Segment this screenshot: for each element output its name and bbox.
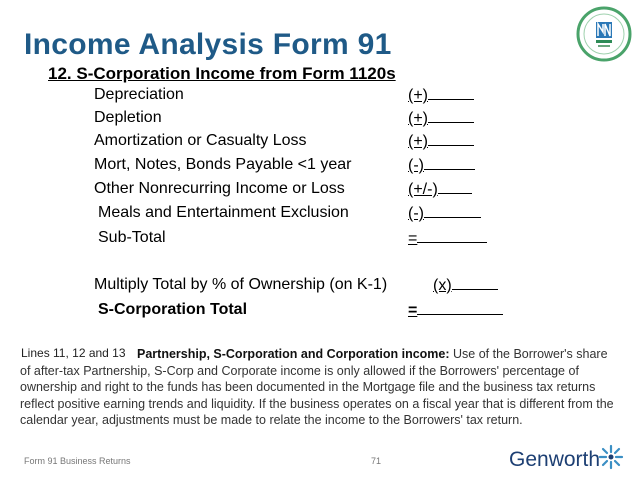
preferred-partner-badge-icon: [576, 6, 632, 62]
line-item-label: Mort, Notes, Bonds Payable <1 year: [94, 156, 352, 173]
total-label: S-Corporation Total: [98, 301, 248, 318]
multiply-operator: (x): [433, 276, 498, 295]
note-label: Lines 11, 12 and 13: [21, 346, 130, 360]
line-item-label: Other Nonrecurring Income or Loss: [94, 180, 345, 197]
footer-text: Form 91 Business Returns: [24, 456, 131, 466]
note-body: Use of the Borrower's share of after-tax Partnership, S-Corp and Corporate income is only allowed if the Borrowers' percentage of ownership and right to the funds has been documented in the Mortgage file and the business tax returns reflect positive earning trends and liquidity. If the business operates on a fiscal year that is different from the calendar year, adjustments must be made to relate the income to the Borrowers' tax return.: [20, 347, 614, 427]
line-item-label: Depreciation: [94, 86, 184, 103]
page-number: 71: [371, 456, 382, 466]
note-heading: Partnership, S-Corporation and Corporation income:: [137, 347, 450, 361]
line-item-label: Sub-Total: [98, 229, 166, 246]
line-item-label: Meals and Entertainment Exclusion: [98, 204, 349, 221]
line-item-operator: (+): [408, 132, 474, 151]
line-item-operator: (-): [408, 156, 475, 175]
line-item-operator: (-): [408, 204, 481, 223]
multiply-label: Multiply Total by % of Ownership (on K-1): [94, 276, 388, 293]
line-item-label: Depletion: [94, 109, 162, 126]
line-item-operator: (+): [408, 86, 474, 105]
section-subtitle: 12. S-Corporation Income from Form 1120s: [48, 64, 396, 83]
total-operator: =: [408, 301, 503, 320]
line-item-label: Amortization or Casualty Loss: [94, 132, 307, 149]
page-title: Income Analysis Form 91: [24, 28, 392, 61]
line-item-operator: (+): [408, 109, 474, 128]
line-item-operator: (+/-): [408, 180, 472, 199]
genworth-logo: Genworth: [509, 448, 601, 471]
line-item-operator: =: [408, 229, 487, 248]
genworth-star-icon: [597, 443, 625, 471]
